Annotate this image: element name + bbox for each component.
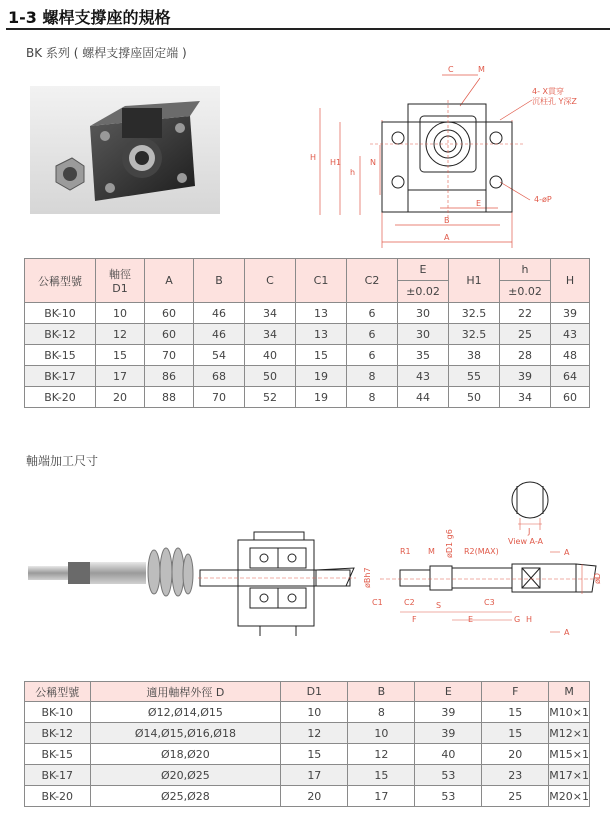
table-cell: 50: [245, 366, 296, 387]
table-cell: 38: [449, 345, 500, 366]
th-h: H: [551, 259, 590, 303]
table-cell: 19: [296, 366, 347, 387]
table-cell: 15: [96, 345, 145, 366]
dim-h1: H1: [330, 158, 342, 167]
th-e-tol: ±0.02: [398, 281, 449, 303]
table-cell: 64: [551, 366, 590, 387]
table-cell: 13: [296, 324, 347, 345]
dim-f: F: [412, 615, 417, 624]
table-cell: BK-20: [25, 387, 96, 408]
table-cell: 86: [145, 366, 194, 387]
table-cell: 25: [482, 786, 549, 807]
dim-g: G: [514, 615, 521, 624]
table-cell: BK-12: [25, 324, 96, 345]
bk-series-table: [24, 258, 590, 408]
table-cell: 6: [347, 324, 398, 345]
shaft-end-table: [24, 681, 590, 807]
table-cell: 10: [96, 303, 145, 324]
table-row: [25, 744, 590, 765]
table-cell: 40: [245, 345, 296, 366]
table-cell: 15: [482, 723, 549, 744]
table-cell: 70: [194, 387, 245, 408]
table-cell: M17×1: [549, 765, 590, 786]
table-cell: 53: [415, 765, 482, 786]
table-cell: BK-20: [25, 786, 91, 807]
table-header: F: [482, 682, 549, 702]
dim-e: E: [476, 199, 482, 208]
dim-c1: C1: [372, 598, 383, 607]
dim-b: øBh7: [363, 567, 372, 588]
table-cell: M12×1: [549, 723, 590, 744]
table-cell: 28: [500, 345, 551, 366]
table-cell: 15: [296, 345, 347, 366]
table-cell: 88: [145, 387, 194, 408]
table-cell: 19: [296, 387, 347, 408]
table-cell: M10×1: [549, 702, 590, 723]
table-cell: Ø14,Ø15,Ø16,Ø18: [90, 723, 281, 744]
table-cell: 10: [348, 723, 415, 744]
table-row: [25, 324, 590, 345]
dim-n: N: [370, 158, 376, 167]
shaft-end-drawing: [360, 472, 615, 642]
table-cell: 8: [347, 387, 398, 408]
table-cell: M15×1: [549, 744, 590, 765]
table-header: 公稱型號: [25, 682, 91, 702]
table-cell: 68: [194, 366, 245, 387]
table-cell: 8: [347, 366, 398, 387]
th-b: B: [194, 259, 245, 303]
section-title: 1-3 螺桿支撐座的規格: [8, 8, 171, 27]
table-cell: 20: [281, 786, 348, 807]
table-cell: 53: [415, 786, 482, 807]
table-cell: 15: [348, 765, 415, 786]
table-cell: 34: [245, 324, 296, 345]
table-cell: Ø12,Ø14,Ø15: [90, 702, 281, 723]
dim-a: A: [444, 233, 450, 242]
support-block-photo: [30, 86, 220, 214]
table-header: B: [348, 682, 415, 702]
dim-r2: R2(MAX): [464, 547, 499, 556]
table-cell: 60: [145, 303, 194, 324]
table-cell: 10: [281, 702, 348, 723]
dim-x-note: 4- X貫穿: [532, 87, 564, 96]
table-cell: 60: [551, 387, 590, 408]
table-cell: M20×1: [549, 786, 590, 807]
table-cell: 32.5: [449, 324, 500, 345]
table-cell: 60: [145, 324, 194, 345]
th-c2: C2: [347, 259, 398, 303]
th-c1: C1: [296, 259, 347, 303]
section-header: [6, 2, 610, 30]
table-header: E: [415, 682, 482, 702]
dim-c3: C3: [484, 598, 495, 607]
table-row: [25, 387, 590, 408]
dim-h: H: [526, 615, 533, 624]
dim-a-top: A: [564, 548, 570, 557]
dim-d1: øD1 g6: [445, 529, 454, 558]
table-cell: Ø25,Ø28: [90, 786, 281, 807]
table-cell: 54: [194, 345, 245, 366]
th-h1: H1: [449, 259, 500, 303]
table-cell: 46: [194, 324, 245, 345]
table-cell: 30: [398, 324, 449, 345]
table-cell: 12: [96, 324, 145, 345]
table-cell: 55: [449, 366, 500, 387]
dim-b: B: [444, 216, 450, 225]
table-cell: 15: [281, 744, 348, 765]
dim-c2: C2: [404, 598, 415, 607]
table-cell: BK-10: [25, 702, 91, 723]
table-cell: 48: [551, 345, 590, 366]
table-cell: 22: [500, 303, 551, 324]
table-cell: 39: [415, 723, 482, 744]
table-cell: 25: [500, 324, 551, 345]
th-model: 公稱型號: [25, 259, 96, 303]
table-row: [25, 786, 590, 807]
table-cell: Ø20,Ø25: [90, 765, 281, 786]
shaft-photo: [26, 540, 194, 604]
table-cell: 35: [398, 345, 449, 366]
dim-p: 4-øP: [534, 195, 552, 204]
th-h-low: h: [500, 259, 551, 281]
table-cell: BK-12: [25, 723, 91, 744]
table-cell: 39: [551, 303, 590, 324]
assembly-section-drawing: [198, 528, 358, 638]
table-cell: 17: [96, 366, 145, 387]
table-cell: BK-10: [25, 303, 96, 324]
table-cell: 17: [348, 786, 415, 807]
table-cell: 70: [145, 345, 194, 366]
series-subtitle: BK 系列 ( 螺桿支撐座固定端 ): [26, 46, 187, 60]
table-cell: 39: [415, 702, 482, 723]
table-cell: 13: [296, 303, 347, 324]
table-cell: 15: [482, 702, 549, 723]
table-cell: 12: [348, 744, 415, 765]
dim-a-bot: A: [564, 628, 570, 637]
table-row: [25, 765, 590, 786]
dim-view: View A-A: [508, 537, 544, 546]
table-cell: 34: [245, 303, 296, 324]
table-cell: BK-15: [25, 345, 96, 366]
table-cell: 30: [398, 303, 449, 324]
table-cell: Ø18,Ø20: [90, 744, 281, 765]
dim-c: C: [448, 65, 454, 74]
table-cell: 34: [500, 387, 551, 408]
th-a: A: [145, 259, 194, 303]
th-e: E: [398, 259, 449, 281]
dim-m: M: [428, 547, 435, 556]
dim-h: h: [350, 168, 356, 177]
table-row: [25, 702, 590, 723]
table-row: [25, 303, 590, 324]
table-row: [25, 366, 590, 387]
table-header: 適用軸桿外徑 D: [90, 682, 281, 702]
dim-s: S: [436, 601, 442, 610]
table-cell: 17: [281, 765, 348, 786]
support-block-drawing: [300, 60, 600, 250]
shaft-end-subtitle: 軸端加工尺寸: [26, 454, 99, 468]
table-cell: 20: [482, 744, 549, 765]
dim-m: M: [478, 65, 485, 74]
table-cell: 50: [449, 387, 500, 408]
table-cell: BK-17: [25, 366, 96, 387]
dim-d: øD: [593, 572, 602, 584]
table-cell: 6: [347, 345, 398, 366]
th-c: C: [245, 259, 296, 303]
table-header: M: [549, 682, 590, 702]
table-row: [25, 723, 590, 744]
table-cell: 32.5: [449, 303, 500, 324]
table-header: D1: [281, 682, 348, 702]
table-cell: 52: [245, 387, 296, 408]
table-cell: 23: [482, 765, 549, 786]
table-cell: 39: [500, 366, 551, 387]
table-cell: 44: [398, 387, 449, 408]
dim-e: E: [468, 615, 474, 624]
dim-r1: R1: [400, 547, 411, 556]
dim-y-note: 沉柱孔 Y深Z: [532, 97, 577, 106]
table-cell: 20: [96, 387, 145, 408]
table-cell: 43: [551, 324, 590, 345]
table-cell: 6: [347, 303, 398, 324]
table-cell: 46: [194, 303, 245, 324]
th-d1: 軸徑 D1: [96, 259, 145, 303]
dim-j: J: [528, 527, 531, 536]
table-cell: 12: [281, 723, 348, 744]
table-row: [25, 345, 590, 366]
th-h-tol: ±0.02: [500, 281, 551, 303]
table-cell: BK-15: [25, 744, 91, 765]
table-cell: 43: [398, 366, 449, 387]
table-cell: BK-17: [25, 765, 91, 786]
table-cell: 8: [348, 702, 415, 723]
table-cell: 40: [415, 744, 482, 765]
dim-h-cap: H: [310, 153, 317, 162]
